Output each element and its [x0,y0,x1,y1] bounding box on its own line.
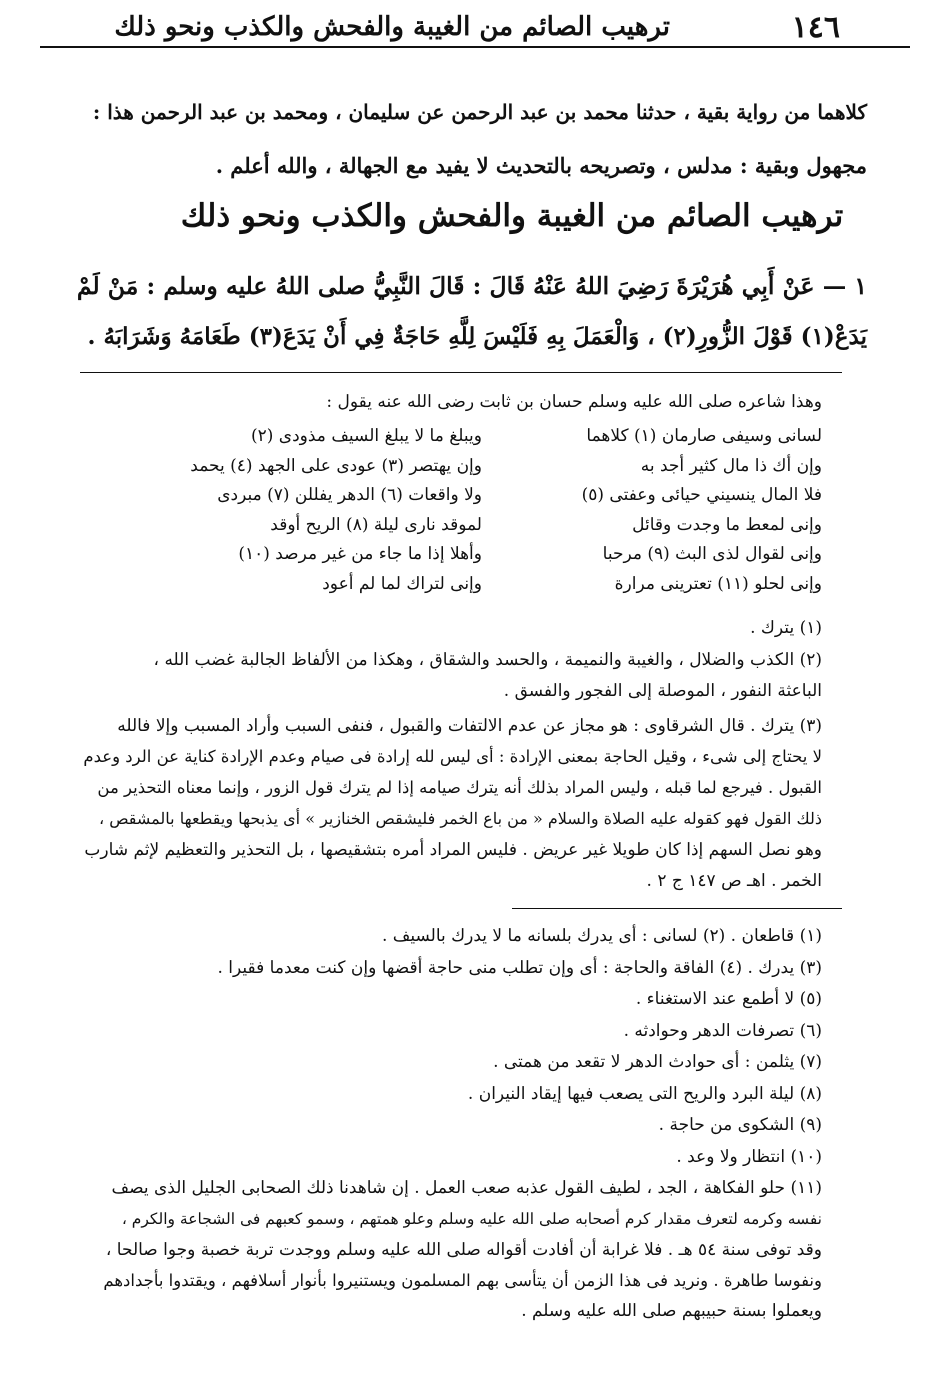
footnote-line: الخمر . اهـ ص ١٤٧ ج ٢ . [646,871,822,891]
footnote-1: (١) يترك . [750,618,822,638]
poem-hemistich-first: وإنى لقوال لذى البث (٩) مرحبا [602,544,822,564]
page-number: ١٤٦ [791,10,840,45]
glossary-line: (١١) حلو الفكاهة ، الجد ، لطيف القول عذبه صعب العمل . إن شاهدنا ذلك الصحابى الجليل الذى يصف [111,1178,822,1198]
poem-intro: وهذا شاعره صلى الله عليه وسلم حسان بن ثابت رضى الله عنه يقول : [326,392,822,412]
poem-hemistich-first: وإنى لمعط ما وجدت وقائل [632,514,822,535]
running-title: ترهيب الصائم من الغيبة والفحش والكذب ونحو ذلك [114,12,670,42]
glossary-line: ونفوسا طاهرة . ونريد فى هذا الزمن أن يتأسى بهم المسلمون ويستنيروا بأنوار أسلافهم ، ويقتدوا بأجدادهم [103,1270,822,1290]
poem-verse [172,574,822,604]
glossary-line: (٧) يثلمن : أى حوادث الدهر لا تقعد من همتى . [493,1052,822,1072]
poem-hemistich-second: ويبلغ ما لا يبلغ السيف مذودى (٢) [250,426,482,446]
poem-hemistich-first: وإن أك ذا مال كثير أجد به [640,455,822,476]
poem-hemistich-second: ولا واقعات (٦) الدهر يفللن (٧) مبردى [217,485,482,505]
poem-verse [172,515,822,545]
glossary-line: (٣) يدرك . (٤) الفاقة والحاجة : أى وإن تطلب منى حاجة أقضها وإن كنت معدما فقيرا . [217,957,822,978]
poem-hemistich-second: وإنى لتراك لما لم أعود [322,573,482,594]
poem-verse [172,456,822,486]
poem-hemistich-first: فلا المال ينسيني حيائى وعفتى (٥) [581,485,822,505]
poem-hemistich-second: وإن يهتصر (٣) عودى على الجهد (٤) يحمد [190,455,482,476]
intro-line-1: كلاهما من رواية بقية ، حدثنا محمد بن عبد الرحمن عن سليمان ، ومحمد بن عبد الرحمن هذا : [92,100,867,124]
header-rule [40,46,910,48]
hadith-line-1: ١ — عَنْ أَبِي هُرَيْرَةَ رَضِيَ اللهُ عَنْهُ قَالَ : قَالَ النَّبِيُّ صلى اللهُ عليه وسلم : مَنْ لَمْ [76,272,867,300]
footnote-line: وهو نصل السهم إذا كان طويلا غير عريض . فليس المراد أمره بتشقيصها ، بل التحذير والتعظيم لإثم شارب [84,840,822,860]
glossary-line: (١) قاطعان . (٢) لسانى : أى يدرك بلسانه ما لا يدرك بالسيف . [381,926,822,946]
glossary-line: (٦) تصرفات الدهر وحوادثه . [623,1020,822,1041]
footnote-line: (٣) يترك . قال الشرقاوى : هو مجاز عن عدم الالتفات والقبول ، فنفى السبب وأراد المسبب وإلا فالله [117,716,822,736]
poem-hemistich-first: وإنى لحلو (١١) تعترينى مرارة [614,573,822,594]
glossary-line: (١٠) انتظار ولا وعد . [676,1146,822,1167]
poem [172,426,822,603]
hadith-line-2: يَدَعْ(١) قَوْلَ الزُّورِ(٢) ، وَالْعَمَلَ بِهِ فَلَيْسَ لِلَّهِ حَاجَةٌ فِي أَنْ يَدَعَ(٣) طَعَامَهُ وَشَرَابَهُ . [87,323,867,350]
footnote-line: ذلك القول فهو كقوله عليه الصلاة والسلام « من باع الخمر فليشقص الخنازير » أى يذبحها ويقطعها بالمشقص ، [98,809,822,828]
poem-hemistich-first: لسانى وسيفى صارمان (١) كلاهما [586,426,822,446]
glossary-separator [512,908,842,909]
poem-glossary [102,926,822,1332]
poem-verse [172,485,822,515]
section-title: ترهيب الصائم من الغيبة والفحش والكذب ونحو ذلك [180,198,844,234]
footnote-3 [82,716,822,902]
glossary-line: نفسه وكرمه لتعرف مقدار كرم أصحابه صلى الله عليه وسلم وعلو همتهم ، وسمو كعبهم فى الشجاعة والكرم ، [121,1209,822,1228]
page-header [40,8,910,48]
poem-verse [172,426,822,456]
footnote-line: القبول . فيرجع لما قبله ، وليس المراد بذلك أنه يترك صيامه إذا لم يترك قول الزور ، وإنما معناه التحذير من [97,778,822,797]
poem-hemistich-second: لموقد نارى ليلة (٨) الريح أوقد [270,514,482,535]
footnote-line: الباعثة النفور ، الموصلة إلى الفجور والفسق . [503,681,822,701]
glossary-line: (٩) الشكوى من حاجة . [658,1115,822,1135]
glossary-line: (٨) ليلة البرد والريح التى يصعب فيها إيقاد النيران . [467,1083,822,1104]
glossary-line: ويعملوا بسنة حبيبهم صلى الله عليه وسلم . [521,1301,822,1321]
poem-verse [172,544,822,574]
footnote-separator [80,372,842,373]
footnote-line: لا يحتاج إلى شىء ، وقيل الحاجة بمعنى الإرادة : أى ليس لله إرادة فى صيام وعدم الإرادة كناية عن الرد وعدم [83,747,822,766]
footnote-2 [82,650,822,712]
glossary-line: وقد توفى سنة ٥٤ هـ . فلا غرابة أن أفادت أقواله صلى الله عليه وسلم ووجدت تربة خصبة وجوا صالحا ، [105,1240,822,1260]
poem-hemistich-second: وأهلا إذا ما جاء من غير مرصد (١٠) [238,544,482,564]
footnote-line: (٢) الكذب والضلال ، والغيبة والنميمة ، والحسد والشقاق ، وهكذا من الألفاظ الجالبة غضب الله ، [153,650,822,670]
intro-line-2: مجهول وبقية : مدلس ، وتصريحه بالتحديث لا يفيد مع الجهالة ، والله أعلم . [215,153,867,178]
glossary-line: (٥) لا أطمع عند الاستغناء . [635,989,822,1009]
